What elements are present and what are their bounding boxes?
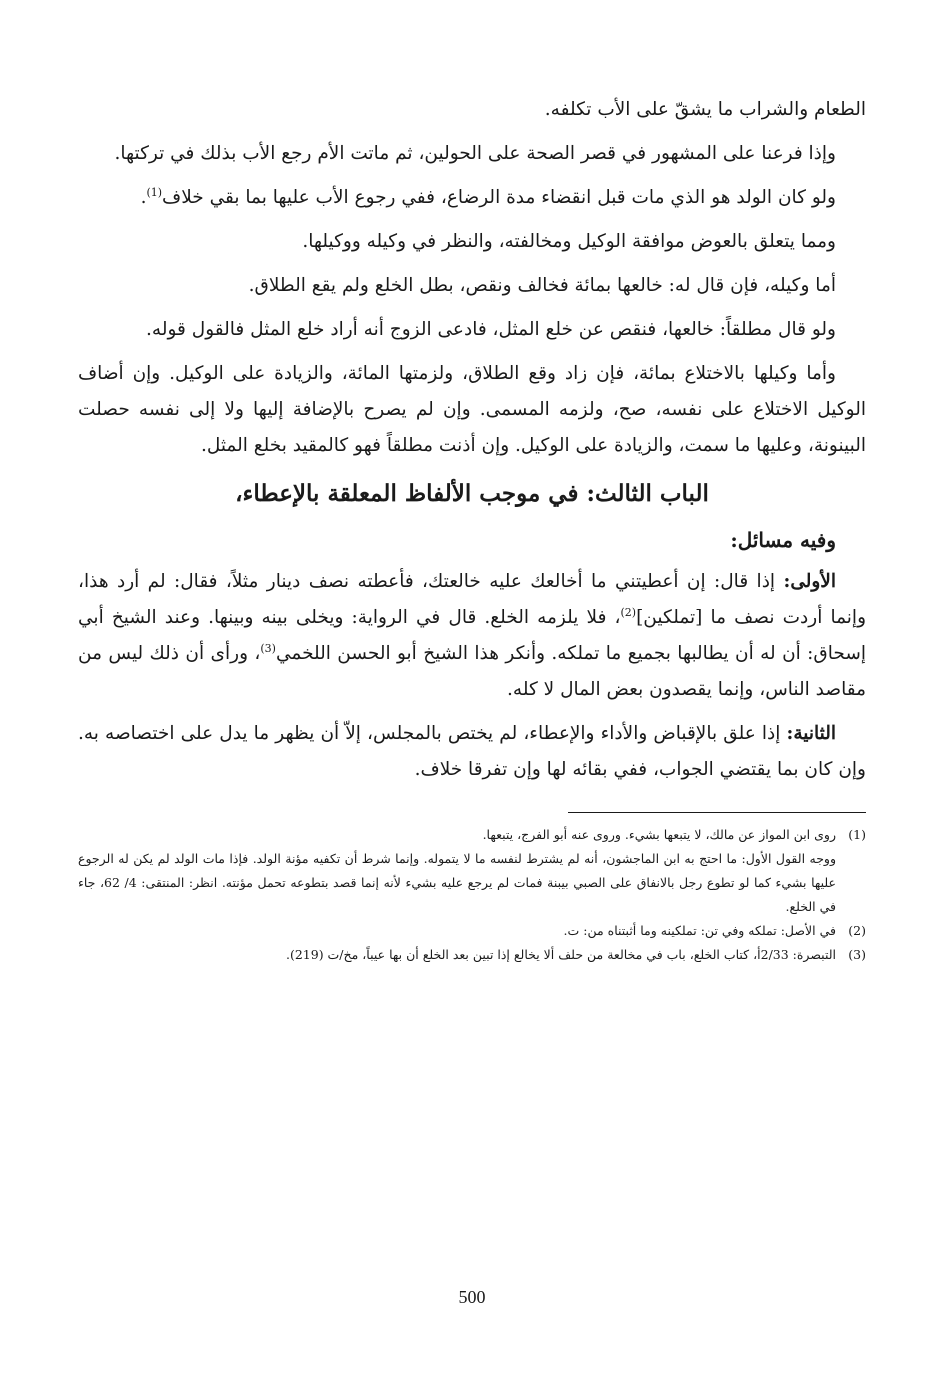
paragraph-3-end: . <box>140 187 147 208</box>
paragraph-7 <box>78 356 866 464</box>
paragraph-2 <box>78 136 866 172</box>
footnote-3 <box>78 943 866 967</box>
paragraph-6-text: ولو قال مطلقاً: خالعها، فنقص عن خلع المثل، فادعى الزوج أنه أراد خلع المثل فالقول قوله. <box>146 319 836 340</box>
paragraph-1-text: الطعام والشراب ما يشقّ على الأب تكلفه. <box>544 99 866 120</box>
footnote-2-number: (2) <box>848 923 866 938</box>
paragraph-3 <box>78 180 866 216</box>
issue-first <box>78 564 866 708</box>
page-number: 500 <box>458 1287 486 1307</box>
issue-second-lead: الثانية: <box>786 723 836 744</box>
issue-second-text: إذا علق بالإقباض والأداء والإعطاء، لم يختص بالمجلس، إلاّ أن يظهر ما يدل على اختصاصه به. وإن كان بما يقتضي الجواب، ففي بقائه لها وإن تفرقا خلاف. <box>78 723 866 780</box>
footnote-ref-1[interactable]: (1) <box>146 185 163 199</box>
issue-first-lead: الأولى: <box>783 571 836 592</box>
footnote-3-number: (3) <box>848 947 866 962</box>
paragraph-4 <box>78 224 866 260</box>
paragraph-5-text: أما وكيله، فإن قال له: خالعها بمائة فخالف ونقص، بطل الخلع ولم يقع الطلاق. <box>248 275 836 296</box>
paragraph-2-text: وإذا فرعنا على المشهور في قصر الصحة على الحولين، ثم ماتت الأم رجع الأب بذلك في تركتها. <box>114 143 836 164</box>
footnote-1 <box>78 823 866 847</box>
sub-heading: وفيه مسائل: <box>730 528 836 552</box>
issue-first-text-c: ، ورأى أن ذلك ليس من مقاصد الناس، وإنما يقصدون بعض المال لا كله. <box>78 643 866 700</box>
footnote-2-text: في الأصل: تملكه وفي تن: تملكينه وما أثبتناه من: ت. <box>563 923 836 938</box>
page-body <box>78 92 866 1379</box>
footnotes <box>78 823 866 967</box>
issue-first-text-a: إذا قال: إن أعطيتني ما أخالعك عليه خالعتك، فأعطته نصف دينار مثلاً، فقال: لم أرد هذا، وإنما أردت نصف ما [تملكين] <box>78 571 866 628</box>
footnote-ref-2[interactable]: (2) <box>620 605 637 619</box>
footnote-1-text: روى ابن المواز عن مالك، لا يتبعها بشيء. وروى عنه أبو الفرج، يتبعها. <box>482 827 836 842</box>
footnote-separator <box>568 812 866 813</box>
paragraph-4-text: ومما يتعلق بالعوض موافقة الوكيل ومخالفته، والنظر في وكيله ووكيلها. <box>302 231 836 252</box>
paragraph-5 <box>78 268 866 304</box>
chapter-heading: الباب الثالث: في موجب الألفاظ المعلقة بالإعطاء، <box>235 480 709 507</box>
paragraph-7-text: وأما وكيلها بالاختلاع بمائة، فإن زاد وقع الطلاق، ولزمتها المائة، والزيادة على الوكيل. وإن أضاف الوكيل الاختلاع على نفسه، صح، ولزمه المسمى. وإن لم يصرح بالإضافة إليها ولا إلى نفسه حصلت البينونة، وعليها ما سمت، والزيادة على الوكيل. وإن أذنت مطلقاً فهو كالمقيد بخلع المثل. <box>78 363 866 456</box>
footnote-1-number: (1) <box>848 827 866 842</box>
paragraph-1 <box>78 92 866 128</box>
footnote-2 <box>78 919 866 943</box>
paragraph-6 <box>78 312 866 348</box>
footnote-3-text: التبصرة: 2/33أ، كتاب الخلع، باب في مخالعة من حلف ألا يخالع إذا تبين بعد الخلع أن بها عيباً، مخ/ت (219). <box>285 947 836 962</box>
footnote-1-continuation: ووجه القول الأول: ما احتج به ابن الماجشون، أنه لم يشترط لنفسه ما لا يتموله. وإنما شرط أن تكفيه مؤنة الولد. فإذا مات الولد لم يكن له الرجوع عليها بشيء كما لو تطوع رجل بالانفاق على الصبي بيبنة فمات لم يرجع عليه بشيء لأنه إنما قصد بتطوعه تحمل مؤنته. انظر: المنتقى: 4/ 62، جاء في الخلع. <box>78 851 837 914</box>
footnote-ref-3[interactable]: (3) <box>260 641 276 655</box>
paragraph-3-text: ولو كان الولد هو الذي مات قبل انقضاء مدة الرضاع، ففي رجوع الأب عليها بما بقي خلاف <box>162 187 836 208</box>
issue-first-text-b: ، فلا يلزمه الخلع. قال في الرواية: ويخلى بينه وبينها. وعند الشيخ أبي إسحاق: أن له أن يطالبها بجميع ما تملكه. وأنكر هذا الشيخ أبو الحسن اللخمي <box>78 607 866 664</box>
issue-second <box>78 716 866 788</box>
